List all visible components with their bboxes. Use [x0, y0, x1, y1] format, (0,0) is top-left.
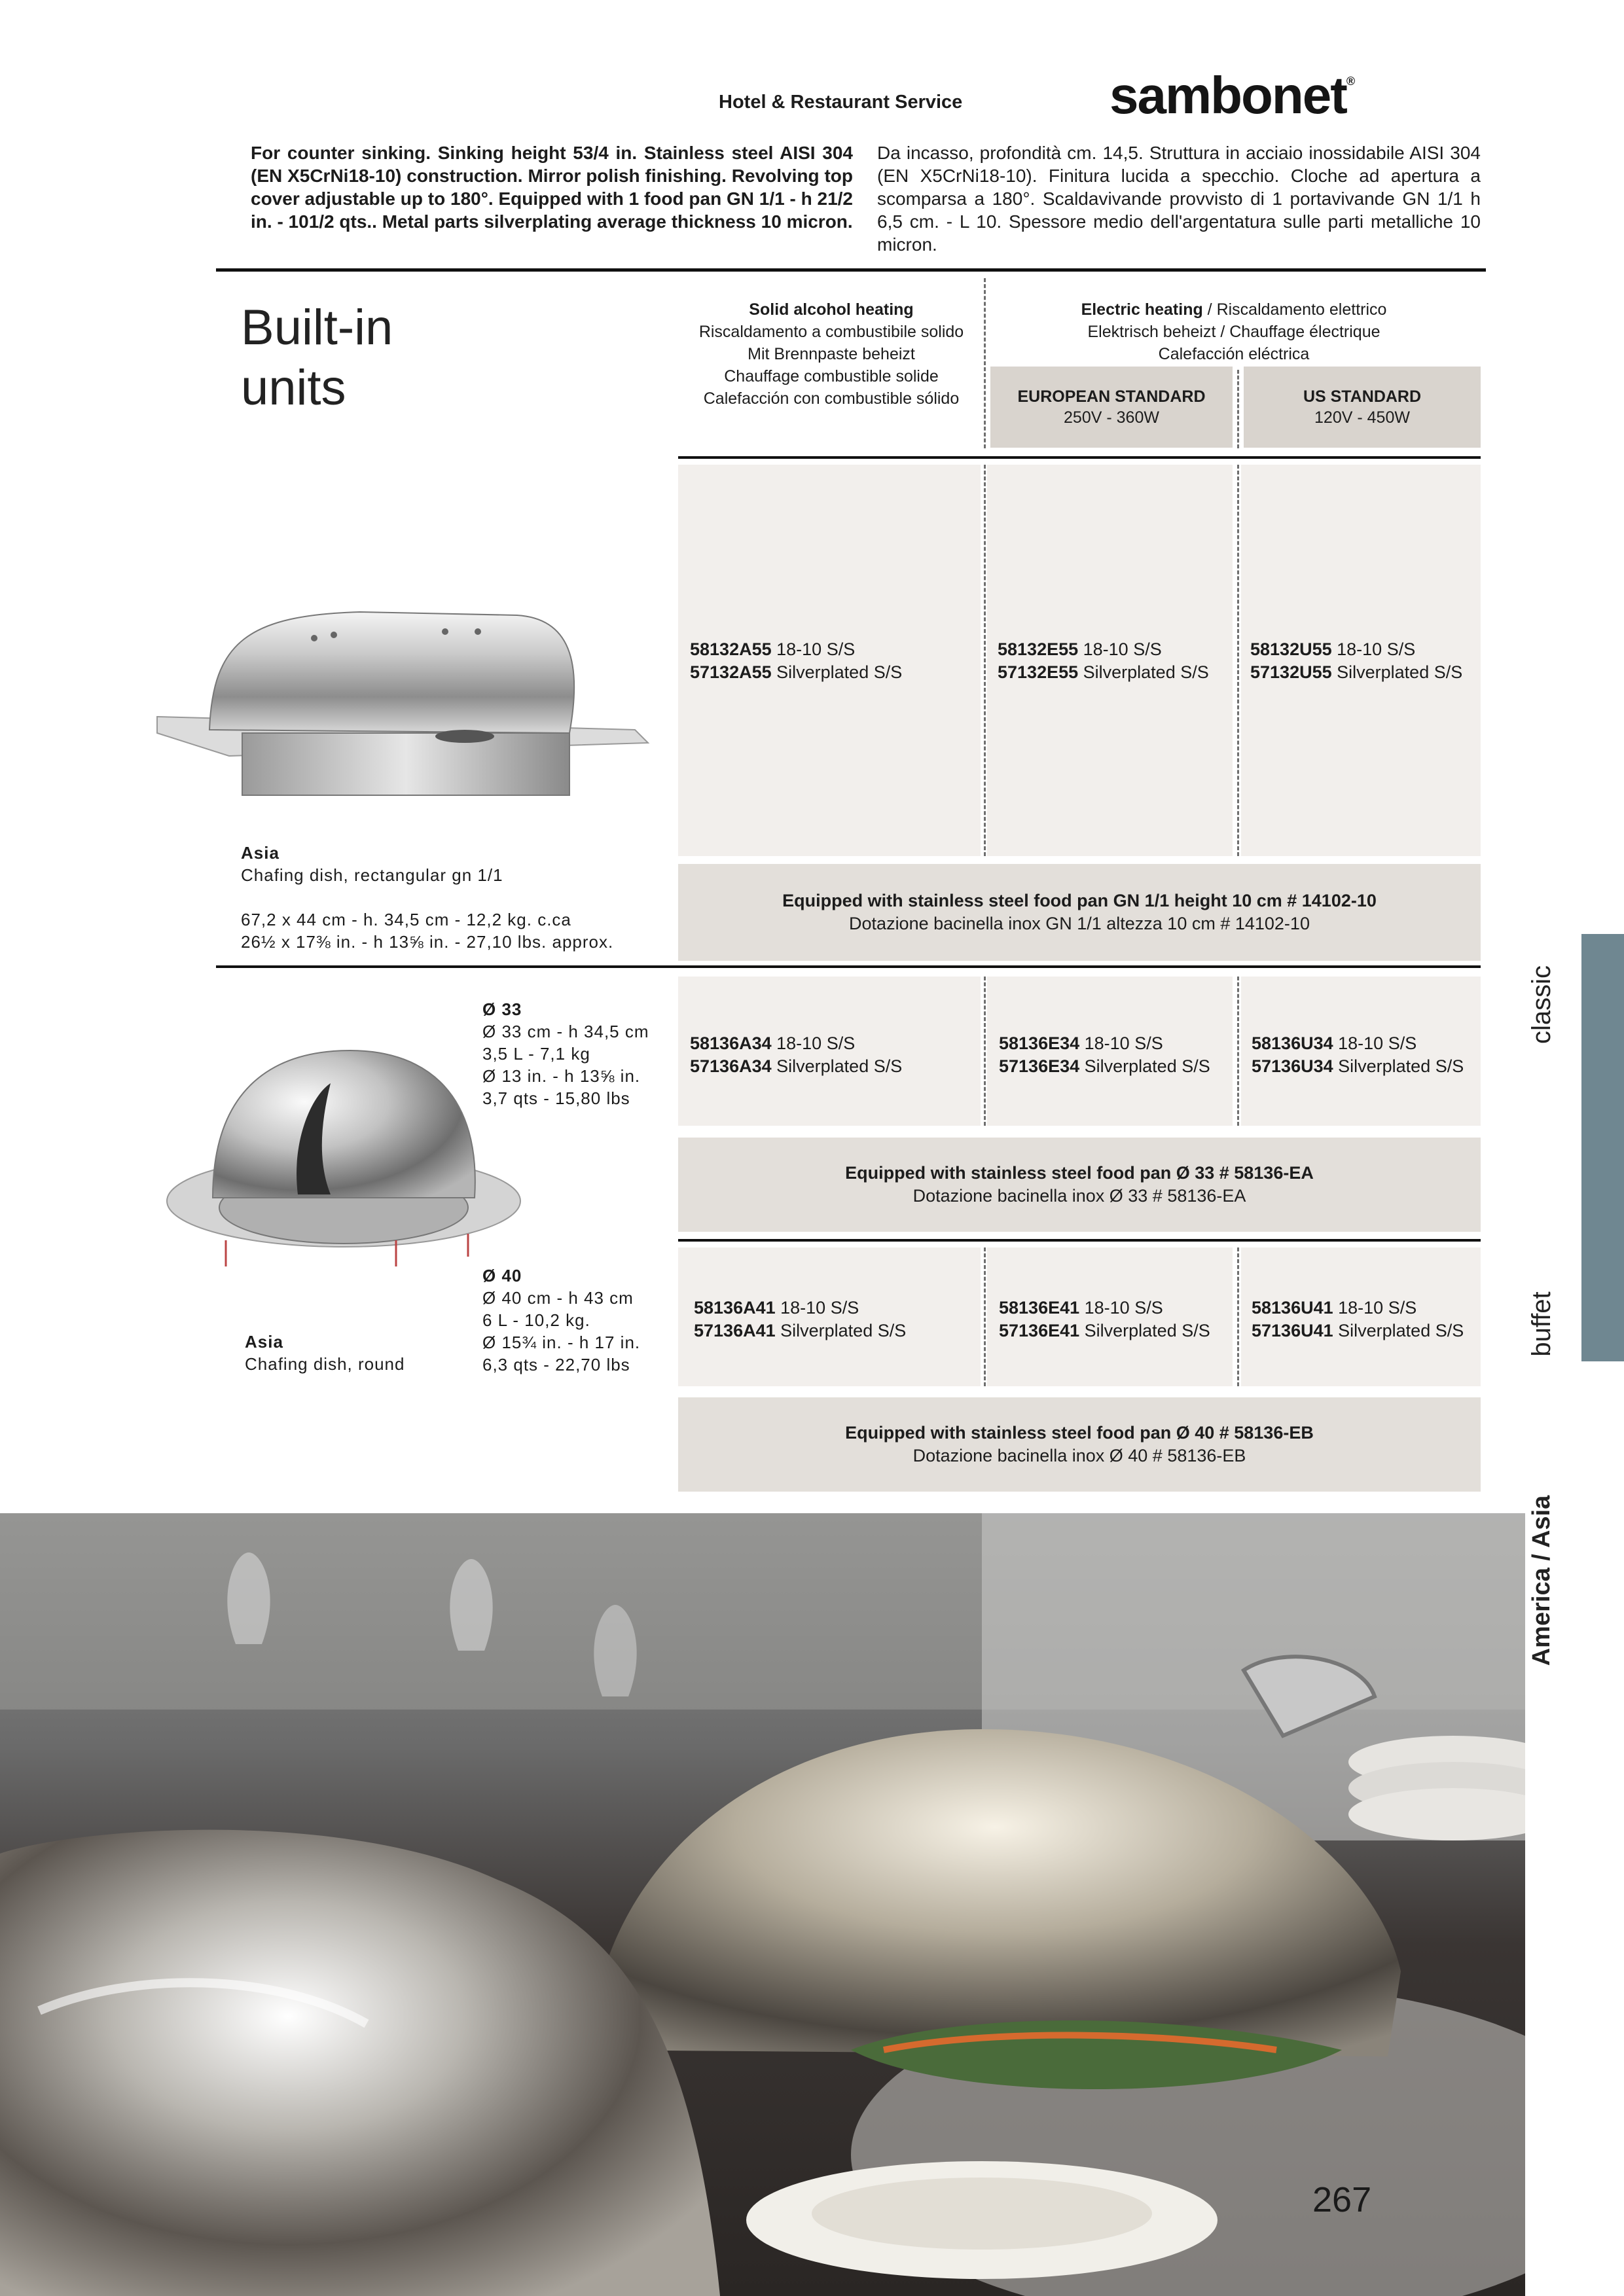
description-english: For counter sinking. Sinking height 53/4 in. Stainless steel AISI 304 (EN X5CrNi18-10) construction. Mirror polish finishing. Revolving top cover adjustable up to 180°. Equipped with 1 food pan GN 1/1 - h 21/2 in. - 101/2 qts.. Metal parts silverplating average thickness 10 micron. — [251, 143, 853, 232]
column-separator — [984, 278, 986, 448]
column-separator — [984, 977, 986, 1126]
table-divider — [678, 456, 1481, 459]
code-cell-european-33: 58136E34 18-10 S/S 57136E34 Silverplated S/S — [987, 977, 1233, 1126]
code-cell-european-40: 58136E41 18-10 S/S 57136E41 Silverplated S/S — [987, 1247, 1233, 1386]
spec-d33: Ø 33 Ø 33 cm - h 34,5 cm 3,5 L - 7,1 kg Ø 13 in. - h 13⅝ in. 3,7 qts - 15,80 lbs — [482, 999, 649, 1108]
tab-region: America / Asia — [1528, 1495, 1555, 1666]
page-title: Built-in units — [241, 300, 393, 416]
column-separator — [1237, 465, 1239, 856]
code-cell-us-40: 58136U41 18-10 S/S 57136U41 Silverplated S/S — [1241, 1247, 1481, 1386]
header-electric: Electric heating / Riscaldamento elettrico Elektrisch beheizt / Chauffage électrique Calefacción eléctrica — [1081, 300, 1387, 363]
code-cell-european: 58132E55 18-10 S/S 57132E55 Silverplated S/S — [987, 465, 1233, 856]
header-european-standard: EUROPEAN STANDARD 250V - 360W — [990, 367, 1233, 448]
column-separator — [1237, 1247, 1239, 1386]
code-cell-alcohol-33: 58136A34 18-10 S/S 57136A34 Silverplated S/S — [678, 977, 981, 1126]
buffet-photo — [0, 1513, 1525, 2296]
rect-product-info: Asia Chafing dish, rectangular gn 1/1 67,2 x 44 cm - h. 34,5 cm - 12,2 kg. c.ca 26½ x 17⅜ in. - h 13⅝ in. - 27,10 lbs. approx. — [241, 843, 614, 952]
brand-logo: sambonet® — [1110, 66, 1354, 124]
column-separator — [984, 1247, 986, 1386]
tab-classic: classic — [1527, 965, 1556, 1044]
section-divider — [216, 965, 1481, 968]
tab-buffet: buffet — [1527, 1291, 1556, 1357]
header-solid-alcohol: Solid alcohol heating Riscaldamento a combustibile solido Mit Brennpaste beheizt Chauffage combustible solide Calefacción con combustible sólido — [698, 300, 964, 408]
column-separator — [1237, 370, 1239, 448]
equipment-note-rect: Equipped with stainless steel food pan GN 1/1 height 10 cm # 14102-10 Dotazione bacinella inox GN 1/1 altezza 10 cm # 14102-10 — [678, 864, 1481, 961]
rectangular-chafing-dish-image — [151, 602, 655, 825]
section-label: Hotel & Restaurant Service — [719, 92, 963, 113]
table-divider — [678, 1239, 1481, 1242]
description-italian: Da incasso, profondità cm. 14,5. Struttura in acciaio inossidabile AISI 304 (EN X5CrNi18-10). Finitura lucida a specchio. Cloche ad apertura a scomparsa a 180°. Scaldavivande provvisto di 1 portavivande GN 1/1 h 6,5 cm. - L 10. Spessore medio dell'argentatura sulle parti metalliche 10 micron. — [877, 143, 1481, 255]
spec-d40: Ø 40 Ø 40 cm - h 43 cm 6 L - 10,2 kg. Ø 15¾ in. - h 17 in. 6,3 qts - 22,70 lbs — [482, 1266, 641, 1374]
code-cell-alcohol: 58132A55 18-10 S/S 57132A55 Silverplated S/S — [678, 465, 981, 856]
section-tab-bar — [1581, 934, 1624, 1361]
header-divider — [216, 268, 1486, 272]
round-chafing-dish-image — [160, 1044, 527, 1280]
code-cell-alcohol-40: 58136A41 18-10 S/S 57136A41 Silverplated S/S — [678, 1247, 981, 1386]
code-cell-us-33: 58136U34 18-10 S/S 57136U34 Silverplated S/S — [1241, 977, 1481, 1126]
page-number: 267 — [1312, 2180, 1372, 2219]
column-separator — [1237, 977, 1239, 1126]
code-cell-us: 58132U55 18-10 S/S 57132U55 Silverplated S/S — [1241, 465, 1481, 856]
header-us-standard: US STANDARD 120V - 450W — [1244, 367, 1481, 448]
column-separator — [984, 465, 986, 856]
equipment-note-40: Equipped with stainless steel food pan Ø 40 # 58136-EB Dotazione bacinella inox Ø 40 # 58136-EB — [678, 1397, 1481, 1492]
round-product-info: Asia Chafing dish, round — [245, 1332, 405, 1374]
equipment-note-33: Equipped with stainless steel food pan Ø 33 # 58136-EA Dotazione bacinella inox Ø 33 # 58136-EA — [678, 1138, 1481, 1232]
